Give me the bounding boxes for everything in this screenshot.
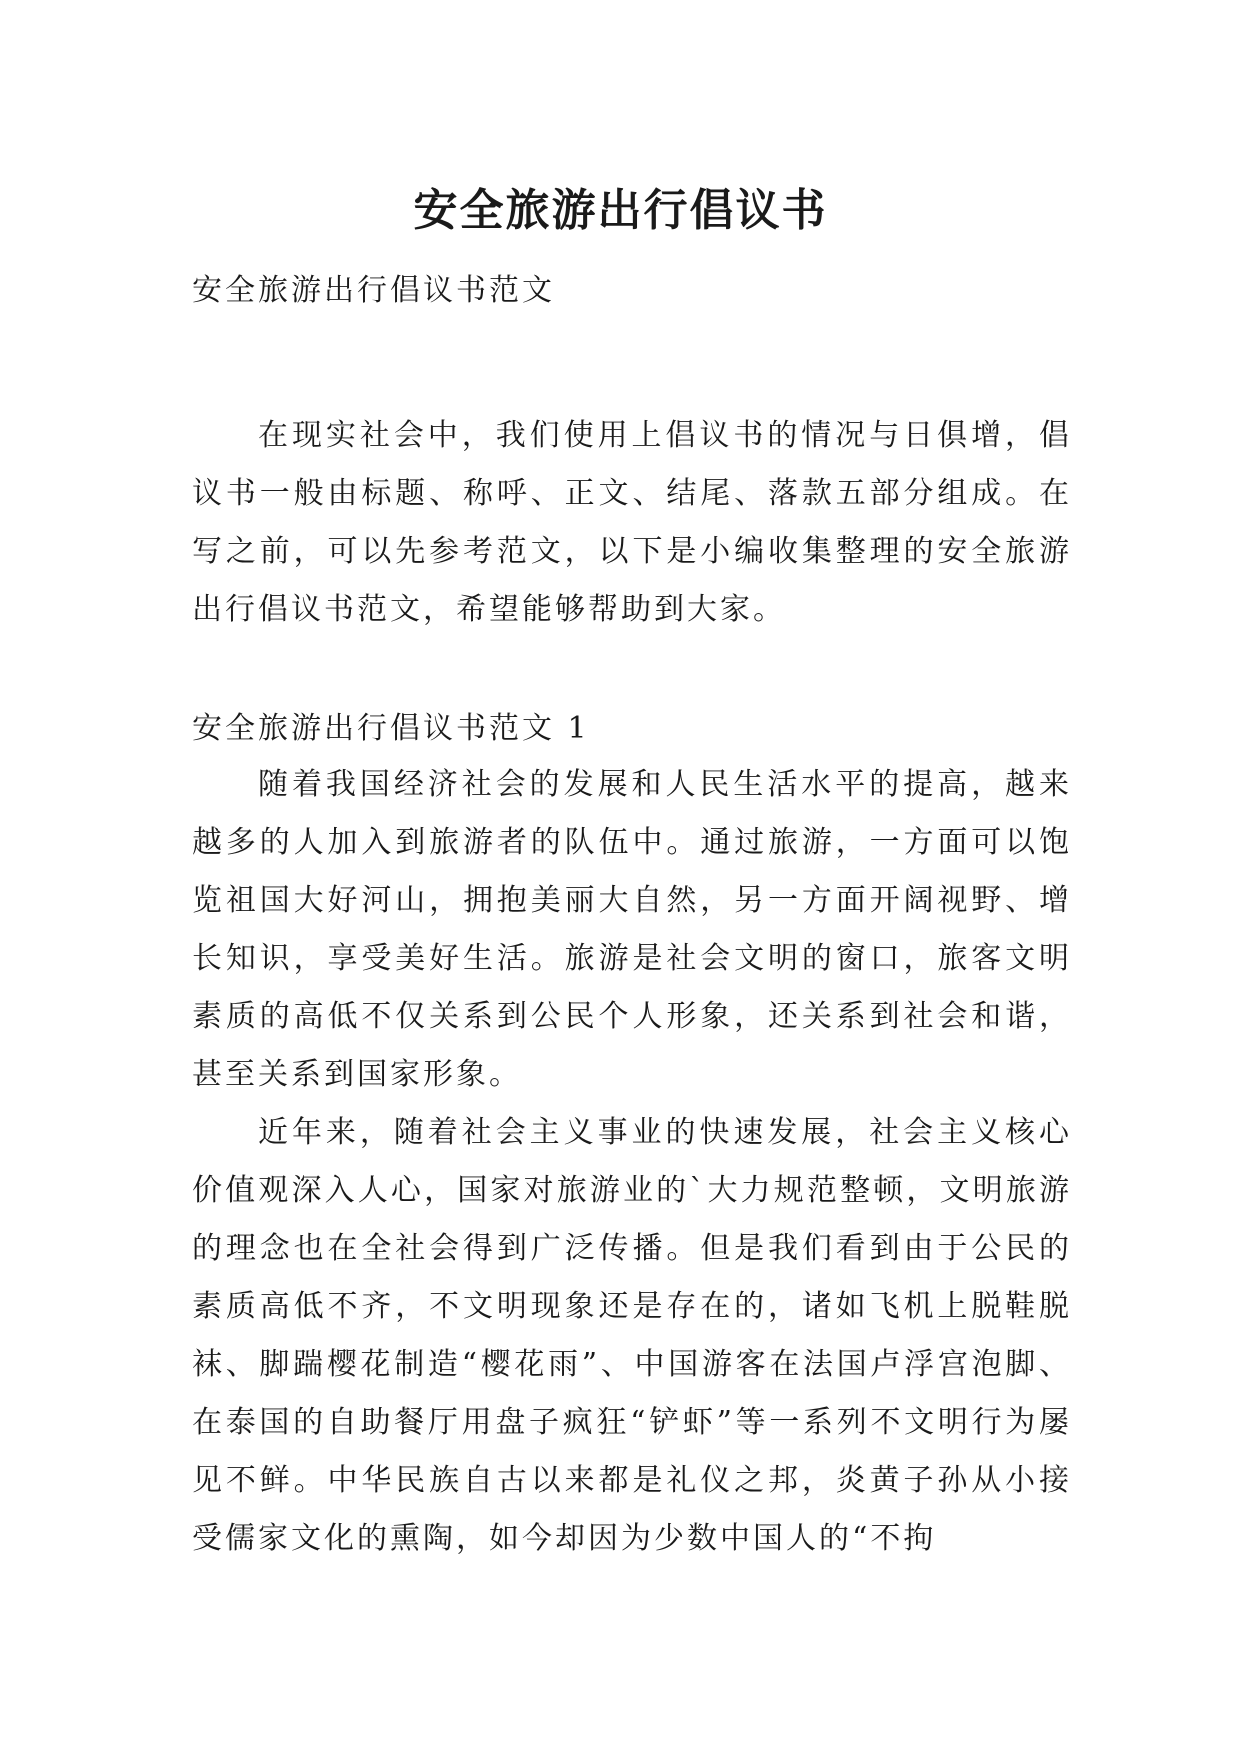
subtitle-text: 安全旅游出行倡议书范文 <box>192 273 555 308</box>
section-heading <box>192 700 1072 758</box>
document-title: 安全旅游出行倡议书 <box>413 185 828 237</box>
section-body <box>192 756 1072 1568</box>
paragraph-2: 近年来，随着社会主义事业的快速发展，社会主义核心价值观深入人心，国家对旅游业的`大力规范整顿，文明旅游的理念也在全社会得到广泛传播。但是我们看到由于公民的素质高低不齐，不文明现象还是存在的，诸如飞机上脱鞋脱袜、脚踹樱花制造“樱花雨”、中国游客在法国卢浮宫泡脚、在泰国的自助餐厅用盘子疯狂“铲虾”等一系列不文明行为屡见不鲜。中华民族自古以来都是礼仪之邦，炎黄子孙从小接受儒家文化的熏陶，如今却因为少数中国人的“不拘 <box>192 1115 1072 1556</box>
intro-text: 在现实社会中，我们使用上倡议书的情况与日俱增，倡议书一般由标题、称呼、正文、结尾、落款五部分组成。在写之前，可以先参考范文，以下是小编收集整理的安全旅游出行倡议书范文，希望能够帮助到大家。 <box>192 418 1072 627</box>
document-subtitle <box>192 262 1072 320</box>
intro-paragraph <box>192 407 1072 639</box>
paragraph-1: 随着我国经济社会的发展和人民生活水平的提高，越来越多的人加入到旅游者的队伍中。通过旅游，一方面可以饱览祖国大好河山，拥抱美丽大自然，另一方面开阔视野、增长知识，享受美好生活。旅游是社会文明的窗口，旅客文明素质的高低不仅关系到公民个人形象，还关系到社会和谐，甚至关系到国家形象。 <box>192 767 1072 1092</box>
section-heading-text: 安全旅游出行倡议书范文 1 <box>192 711 590 746</box>
